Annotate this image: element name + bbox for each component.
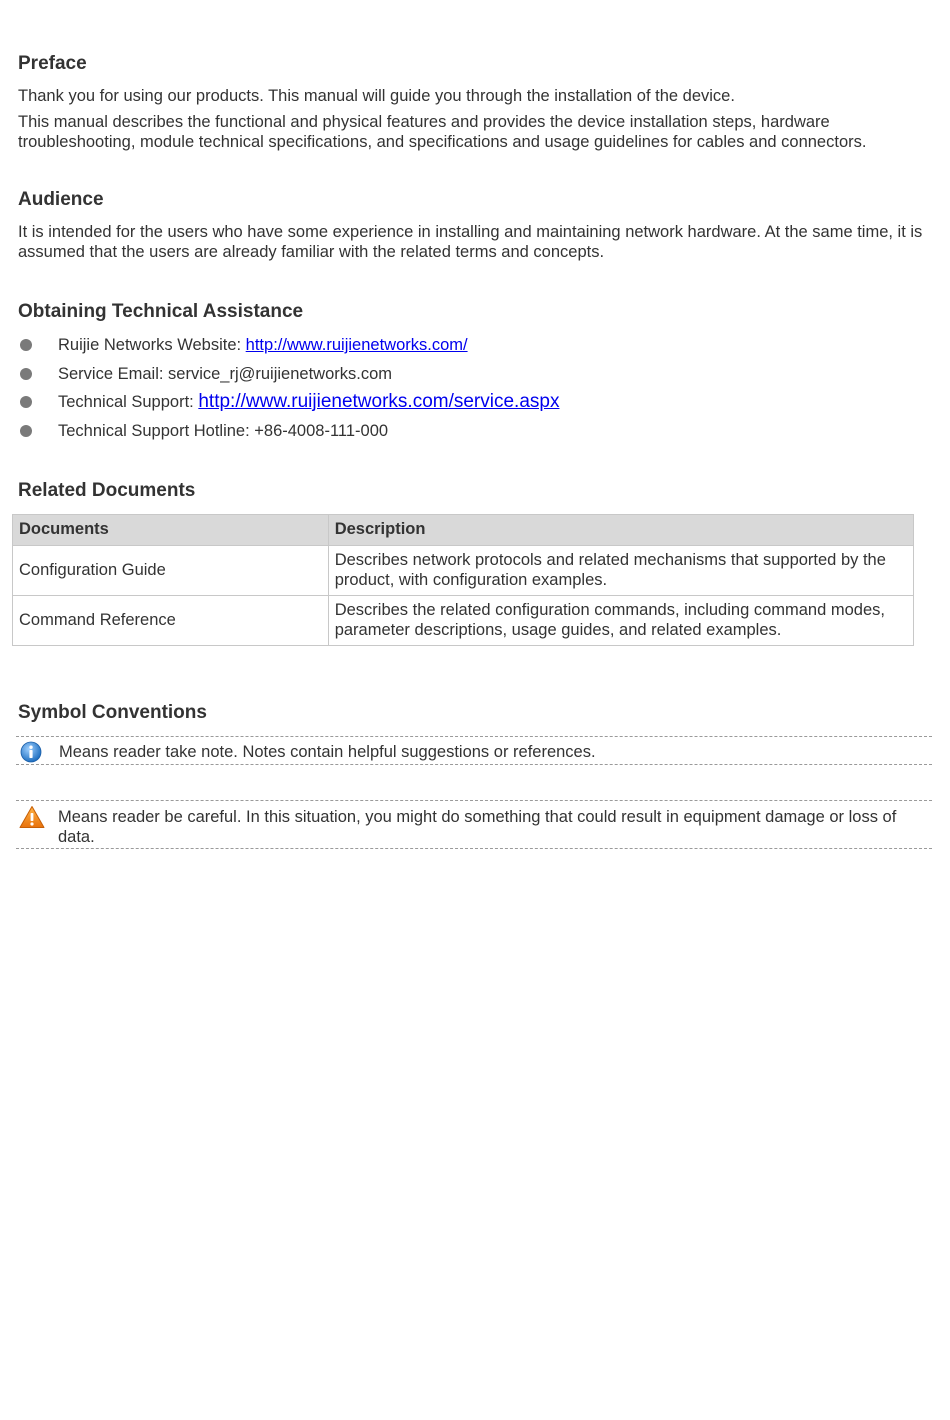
assistance-heading: Obtaining Technical Assistance (18, 301, 304, 322)
document-description-cell: Describes network protocols and related mechanisms that supported by the product, with configuration examples. (328, 546, 913, 596)
technical-support-label: Technical Support: (58, 393, 199, 411)
website-link[interactable]: http://www.ruijienetworks.com/ (245, 336, 468, 354)
column-header-documents: Documents (13, 515, 329, 546)
list-item-technical-support (18, 391, 918, 413)
preface-intro-paragraph: Thank you for using our products. This manual will guide you through the installation of the device. (18, 87, 735, 105)
table-header-row (13, 515, 914, 546)
table-row (13, 596, 914, 646)
info-icon (20, 741, 42, 768)
bullet-icon (20, 425, 32, 437)
caution-convention-text: Means reader be careful. In this situation, you might do something that could result in equipment damage or loss of data. (58, 808, 897, 846)
list-item-service-email (18, 363, 918, 385)
audience-paragraph: It is intended for the users who have some experience in installing and maintaining network hardware. At the same time, it is assumed that the users are already familiar with the related terms and concepts. (18, 223, 923, 261)
technical-support-link[interactable]: http://www.ruijienetworks.com/service.aspx (198, 391, 560, 412)
list-item-hotline (18, 420, 918, 442)
note-convention-text: Means reader take note. Notes contain helpful suggestions or references. (59, 743, 596, 761)
bullet-icon (20, 339, 32, 351)
document-description-cell: Describes the related configuration commands, including command modes, parameter descriptions, usage guides, and related examples. (328, 596, 913, 646)
preface-description-paragraph: This manual describes the functional and physical features and provides the device installation steps, hardware troubleshooting, module technical specifications, and specifications and usage guidelines for cables and connectors. (18, 113, 867, 151)
document-name-cell: Command Reference (13, 596, 329, 646)
document-name-cell: Configuration Guide (13, 546, 329, 596)
audience-heading: Audience (18, 189, 104, 210)
list-item-website (18, 334, 918, 356)
note-convention-row (16, 736, 932, 765)
website-label: Ruijie Networks Website: (58, 336, 246, 354)
bullet-icon (20, 396, 32, 408)
service-email-text: Service Email: service_rj@ruijienetworks.com (58, 365, 393, 383)
caution-convention-row (16, 800, 932, 849)
symbol-conventions-heading: Symbol Conventions (18, 702, 207, 723)
related-documents-heading: Related Documents (18, 480, 196, 501)
hotline-text: Technical Support Hotline: +86-4008-111-000 (58, 422, 389, 440)
column-header-description: Description (328, 515, 913, 546)
bullet-icon (20, 368, 32, 380)
related-documents-table (12, 514, 914, 646)
table-row (13, 546, 914, 596)
warning-icon (19, 805, 45, 834)
preface-heading: Preface (18, 53, 87, 74)
